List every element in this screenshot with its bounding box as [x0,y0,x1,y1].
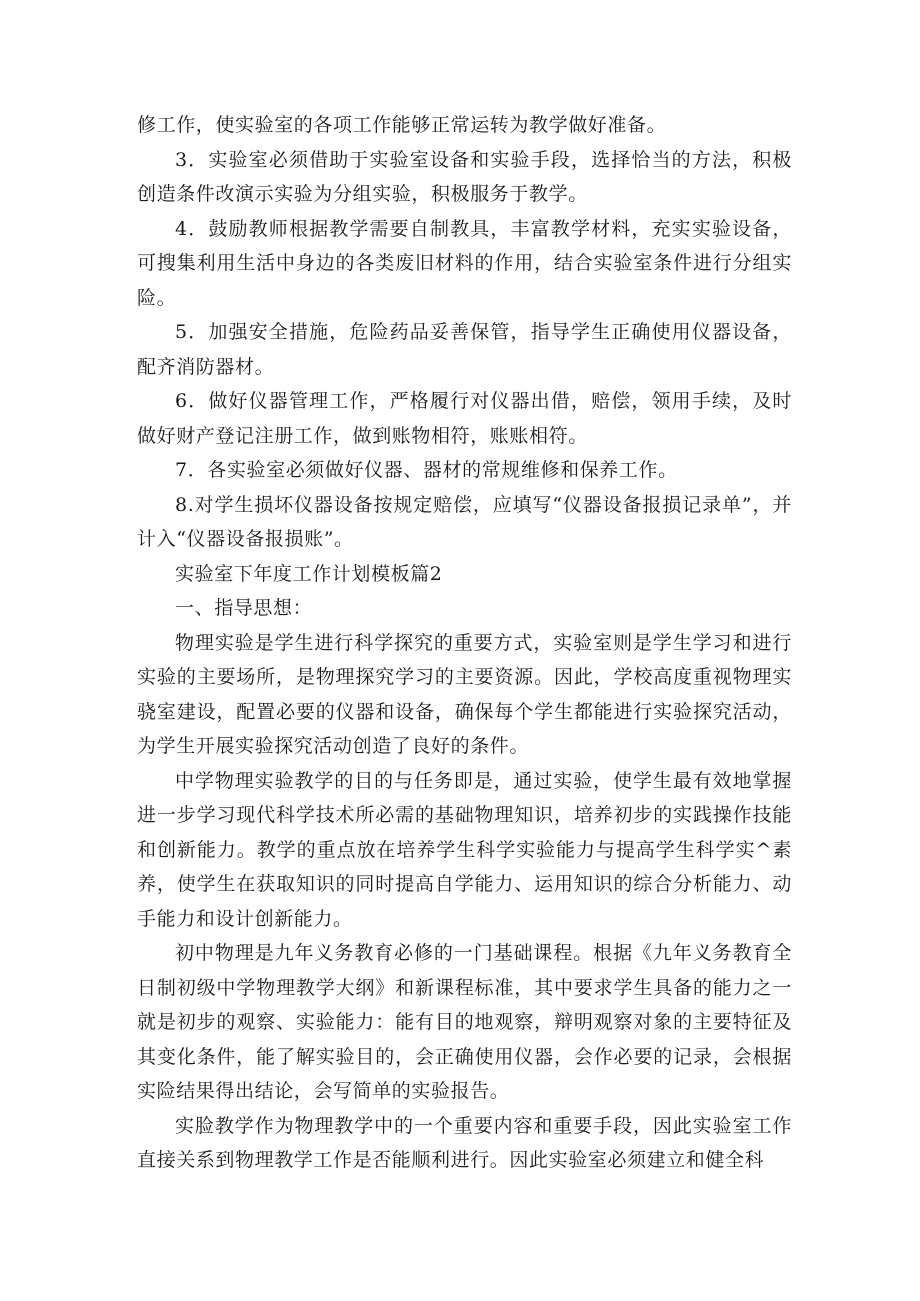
paragraph-item-4: 4．鼓励教师根据教学需要自制教具，丰富教学材料，充实实验设备，可搜集利用生活中身边的各类废旧材料的作用，结合实验室条件进行分组实险。 [137,217,792,309]
paragraph-item-3: 3．实验室必须借助于实验室设备和实验手段，选择恰当的方法，积极创造条件改演示实验为分组实验，积极服务于教学。 [137,148,792,205]
document-body [137,108,792,1178]
paragraph-item-5: 5．加强安全措施，危险药品妥善保管，指导学生正确使用仪器设备，配齐消防器材。 [137,321,792,378]
paragraph-continuation: 修工作，使实验室的各项工作能够正常运转为教学做好准备。 [137,114,667,136]
section-title: 实验室下年度工作计划模板篇2 [175,562,443,585]
paragraph-junior-physics: 初中物理是九年义务教育必修的一门基础课程。根据《九年义务教育全日制初级中学物理教学大纲》和新课程标准，其中要求学生具备的能力之一就是初步的观察、实验能力：能有目的地观察，辩明观察对象的主要特征及其变化条件，能了解实验目的，会正确使用仪器，会作必要的记录，会根据实险结果得出结论，会写简单的实验报告。 [137,942,792,1102]
paragraph-item-8: 8.对学生损坏仪器设备按规定赔偿，应填写“仪器设备报损记录单”，并计入“仪器设备报损账”。 [137,493,792,550]
paragraph-item-7: 7．各实验室必须做好仪器、器材的常规维修和保养工作。 [175,459,678,481]
paragraph-lab-work: 实脸教学作为物理教学中的一个重要内容和重要手段，因此实验室工作直接关系到物理教学工作是否能顺利进行。因此实验室必须建立和健全科 [137,1114,792,1171]
paragraph-teaching-purpose: 中学物理实验教学的目的与任务即是，通过实验，使学生最有效地掌握进一步学习现代科学技术所必需的基础物理知识，培养初步的实践操作技能和创新能力。教学的重点放在培养学生科学实验能力与提高学生科学实^素养，使学生在获取知识的同时提高自学能力、运用知识的综合分析能力、动手能力和设计创新能力。 [137,769,792,930]
subsection-heading: 一、指导思想： [175,597,313,619]
paragraph-item-6: 6．做好仪器管理工作，严格履行对仪器出借，赔偿，领用手续，及时做好财产登记注册工作，做到账物相符，账账相符。 [137,390,792,447]
paragraph-physics-experiment: 物理实验是学生进行科学探究的重要方式，实验室则是学生学习和进行实验的主要场所，是物理探究学习的主要资源。因此，学校高度重视物理实骁室建设，配置必要的仪器和设备，确保每个学生都能进行实验探究活动，为学生开展实验探究活动创造了良好的条件。 [137,631,792,757]
